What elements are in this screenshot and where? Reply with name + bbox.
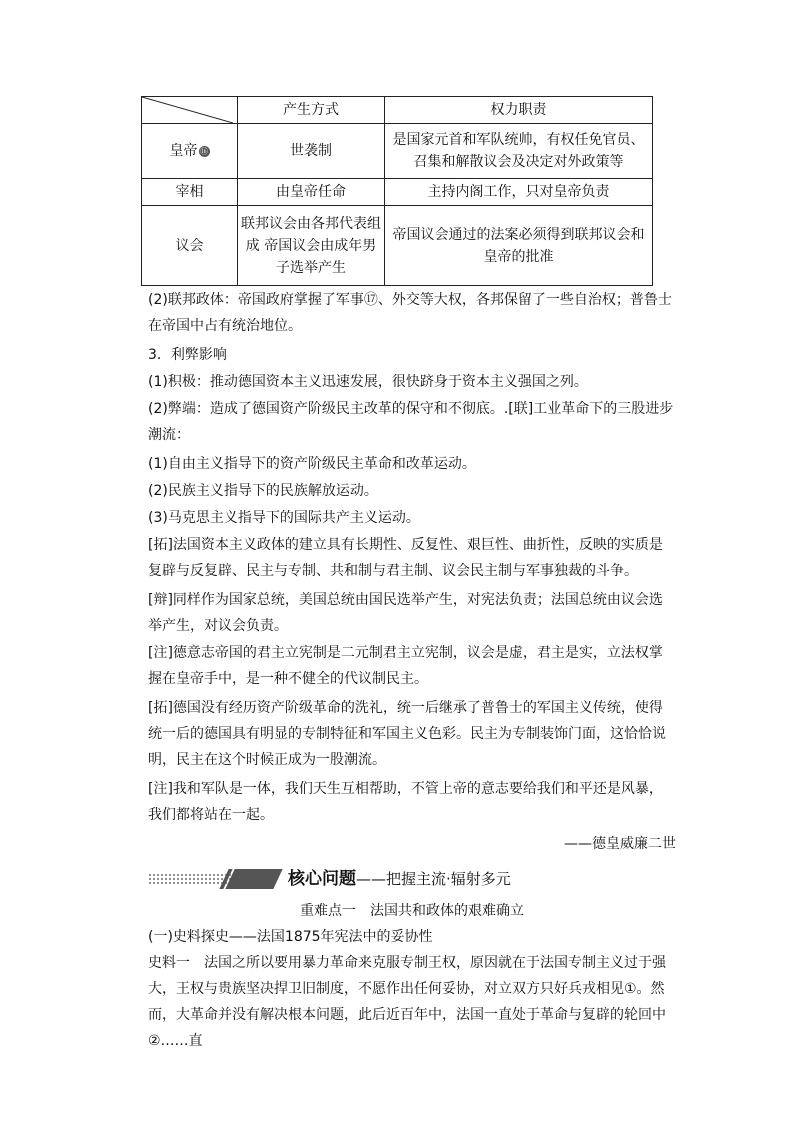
row-name: 皇帝 ⑯ [142,124,238,179]
banner-dots [148,873,232,885]
heading-effects: 3．利弊影响 [148,347,227,363]
header-method: 产生方式 [238,97,385,124]
paragraph-distinguish: [辩]同样作为国家总统，美国总统由国民选举产生，对宪法负责；法国总统由议会选举产生，对议会负责。 [148,592,663,634]
paragraph-positive: (1)积极：推动德国资本主义迅速发展，很快跻身于资本主义强国之列。 [148,374,588,390]
quote-attribution: ——德皇威廉二世 [564,836,676,852]
row-duty: 帝国议会通过的法案必须得到联邦议会和皇帝的批准 [385,206,653,286]
table-row [142,206,653,286]
diagonal-line [142,97,233,123]
paragraph-trend-1: (1)自由主义指导下的资产阶级民主革命和改革运动。 [148,456,476,472]
section-banner [148,867,676,891]
diagonal-header-cell [142,97,238,124]
row-duty: 是国家元首和军队统帅，有权任免官员、召集和解散议会及决定对外政策等 [385,124,653,179]
table-row [142,124,653,179]
row-name: 宰相 [142,179,238,206]
note-badge: ⑯ [200,146,208,156]
header-duty: 权力职责 [385,97,653,124]
banner-title: 核心问题——把握主流·辐射多元 [288,869,511,889]
paragraph-federal: (2)联邦政体：帝国政府掌握了军事⑰、外交等大权，各邦保留了一些自治权；普鲁士在帝国中占有统治地位。 [148,292,672,334]
source-text: 史料一 法国之所以要用暴力革命来克服专制王权，原因就在于法国专制主义过于强大，王权与贵族坚决捍卫旧制度，不愿作出任何妥协，对立双方只好兵戎相见①。然而，大革命并没有解决根本问题，此后近百年中，法国一直处于革命与复辟的轮回中②……直 [148,955,666,1049]
section-heading: 重难点一 法国共和政体的艰难确立 [300,903,524,919]
government-structure-table [141,96,653,286]
row-duty: 主持内阁工作，只对皇帝负责 [385,179,653,206]
row-method: 世袭制 [238,124,385,179]
banner-bar [225,869,282,889]
row-name: 议会 [142,206,238,286]
row-method: 联邦议会由各邦代表组成 帝国议会由成年男子选举产生 [238,206,385,286]
paragraph-expand-2: [拓]德国没有经历资产阶级革命的洗礼，统一后继承了普鲁士的军国主义传统，使得统一后的德国具有明显的专制特征和军国主义色彩。民主为专制装饰门面，这恰恰说明，民主在这个时候正成为一股潮流。 [148,700,666,768]
paragraph-trend-3: (3)马克思主义指导下的国际共产主义运动。 [148,510,420,526]
table-row [142,179,653,206]
paragraph-negative: (2)弊端：造成了德国资产阶级民主改革的保守和不彻底。.[联]工业革命下的三股进步潮流： [148,401,674,443]
paragraph-trend-2: (2)民族主义指导下的民族解放运动。 [148,483,378,499]
paragraph-expand-1: [拓]法国资本主义政体的建立具有长期性、反复性、艰巨性、曲折性，反映的实质是复辟与反复辟、民主与专制、共和制与君主制、议会民主制与军事独裁的斗争。 [148,537,663,579]
paragraph-quote: [注]我和军队是一体，我们天生互相帮助，不管上帝的意志要给我们和平还是风暴，我们都将站在一起。 [148,781,663,823]
subsection-heading: (一)史料探史——法国1875年宪法中的妥协性 [148,929,433,945]
table-header-row [142,97,653,124]
paragraph-note-1: [注]德意志帝国的君主立宪制是二元制君主立宪制，议会是虚，君主是实，立法权掌握在皇帝手中，是一种不健全的代议制民主。 [148,645,663,687]
row-method: 由皇帝任命 [238,179,385,206]
